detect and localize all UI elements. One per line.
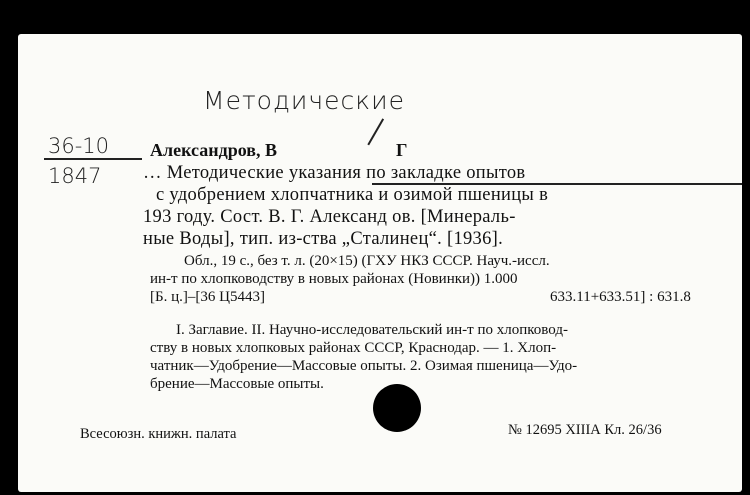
description-line-1: … Методические указания по закладке опытов	[143, 163, 526, 183]
publisher-label: Всесоюзн. книжн. палата	[80, 426, 237, 442]
call-number-top: 36-10	[48, 134, 110, 158]
subject-line-2: ству в новых хлопковых районах СССР, Краснодар. — 1. Хлоп-	[150, 340, 557, 356]
description-line-3: 193 году. Сост. В. Г. Александ ов. [Минераль-	[143, 207, 516, 227]
physical-line-2: ин-т по хлопководству в новых районах (Новинки)) 1.000	[150, 271, 518, 287]
catalog-card	[18, 34, 742, 492]
ink-blot-mark	[373, 384, 421, 432]
classification-number: 633.11+633.51] : 631.8	[550, 289, 691, 305]
subject-line-4: брение—Массовые опыты.	[150, 376, 324, 392]
description-line-4: ные Воды], тип. из-ства „Сталинец“. [1936].	[143, 229, 504, 249]
subject-line-1: I. Заглавие. II. Научно-исследовательский ин-т по хлопковод-	[176, 322, 568, 338]
author-initial: Г	[396, 140, 408, 160]
record-number: № 12695 XIIIА Кл. 26/36	[508, 422, 662, 438]
author-name: Александров, В	[150, 140, 277, 160]
slash-mark	[367, 118, 383, 145]
physical-line-1: Обл., 19 с., без т. л. (20×15) (ГХУ НКЗ СССР. Науч.-иссл.	[184, 253, 550, 269]
subject-line-3: чатник—Удобрение—Массовые опыты. 2. Озимая пшеница—Удо-	[150, 358, 578, 374]
handwritten-heading: Методические	[203, 86, 405, 115]
physical-line-3: [Б. ц.]–[36 Ц5443]	[150, 289, 265, 305]
call-number-divider	[44, 158, 142, 160]
call-number-bottom: 1847	[48, 164, 102, 188]
description-line-2: с удобрением хлопчатника и озимой пшеницы в	[156, 185, 549, 205]
